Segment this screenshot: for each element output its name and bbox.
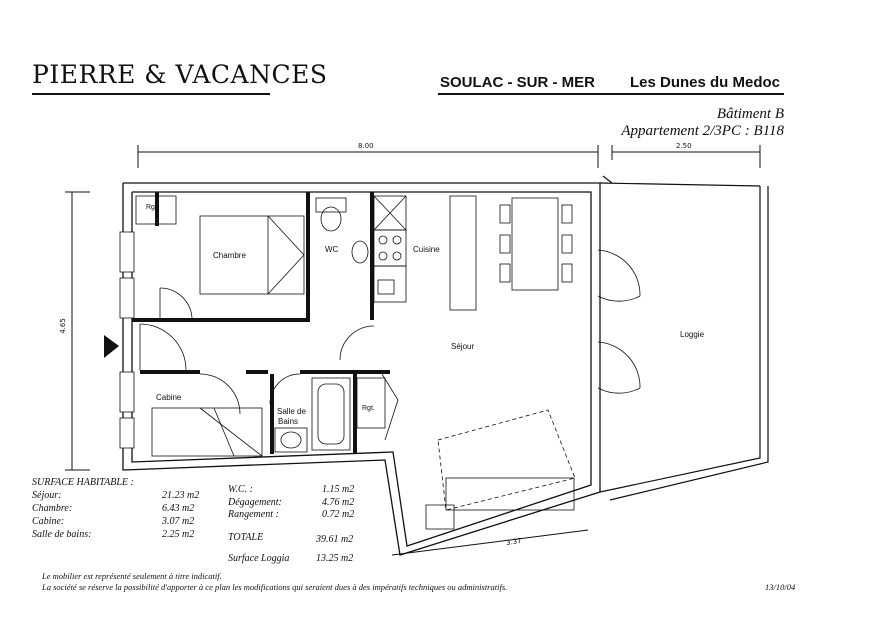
room-label-cabine: Cabine bbox=[156, 393, 182, 402]
furniture bbox=[136, 196, 575, 529]
dimension-label-top-main: 8.00 bbox=[358, 142, 374, 150]
furniture-note: Le mobilier est représenté seulement à titre indicatif. bbox=[42, 571, 222, 581]
location-title: SOULAC - SUR - MER bbox=[440, 74, 595, 91]
dimension-bottom-diagonal bbox=[392, 530, 588, 555]
dimension-left-height bbox=[65, 192, 90, 470]
apartment-label: Appartement 2/3PC : B118 bbox=[621, 123, 784, 139]
plan-date: 13/10/04 bbox=[765, 582, 796, 592]
surface-row-value: 6.43 m2 bbox=[162, 503, 195, 514]
surface-row-value: 21.23 m2 bbox=[162, 490, 200, 501]
room-label-rgt-top: Rgt. bbox=[146, 204, 159, 211]
surface-row-value: 0.72 m2 bbox=[322, 509, 355, 520]
surface-row-label: Cabine: bbox=[32, 516, 65, 527]
entrance-arrow-icon bbox=[104, 335, 119, 358]
interior-walls bbox=[132, 192, 390, 454]
surface-row-label: Chambre: bbox=[32, 503, 73, 514]
room-label-wc: WC bbox=[325, 245, 339, 254]
surface-total-value: 39.61 m2 bbox=[316, 534, 354, 545]
surface-row-label: Rangement : bbox=[228, 509, 279, 520]
surface-row-label: W.C. : bbox=[228, 484, 253, 495]
surface-loggia-value: 13.25 m2 bbox=[316, 553, 354, 564]
surface-row-value: 4.76 m2 bbox=[322, 497, 355, 508]
surface-row-label: Salle de bains: bbox=[32, 529, 92, 540]
residence-title: Les Dunes du Medoc bbox=[630, 74, 781, 91]
surface-row-value: 3.07 m2 bbox=[162, 516, 195, 527]
modification-note: La société se réserve la possibilité d'apporter à ce plan les modifications qui seraient dues à des impératifs techniques ou administratifs. bbox=[42, 582, 508, 592]
surface-total-label: TOTALE bbox=[228, 532, 264, 543]
room-label-bains: Bains bbox=[278, 417, 299, 426]
room-label-rgt-bottom: Rgt. bbox=[362, 405, 375, 412]
door-swings bbox=[140, 250, 640, 440]
dimension-label-top-loggia: 2.50 bbox=[676, 142, 692, 150]
surface-row-label: Dégagement: bbox=[228, 497, 282, 508]
dimension-label-left: 4.65 bbox=[58, 318, 67, 334]
dimension-label-bottom: 3.37 bbox=[505, 536, 523, 548]
room-label-chambre: Chambre bbox=[213, 251, 246, 260]
surface-loggia-label: Surface Loggia bbox=[228, 553, 290, 564]
room-label-sejour: Séjour bbox=[451, 342, 475, 351]
room-label-salle-de: Salle de bbox=[277, 407, 306, 416]
building-label: Bâtiment B bbox=[716, 106, 784, 122]
room-label-cuisine: Cuisine bbox=[413, 245, 440, 254]
room-label-loggia: Loggie bbox=[680, 330, 705, 339]
surface-row-value: 2.25 m2 bbox=[162, 529, 195, 540]
brand-logo-text: PIERRE & VACANCES bbox=[32, 60, 328, 89]
surface-row-label: Séjour: bbox=[32, 490, 62, 501]
surface-row-value: 1.15 m2 bbox=[322, 484, 355, 495]
surface-title: SURFACE HABITABLE : bbox=[32, 477, 134, 488]
